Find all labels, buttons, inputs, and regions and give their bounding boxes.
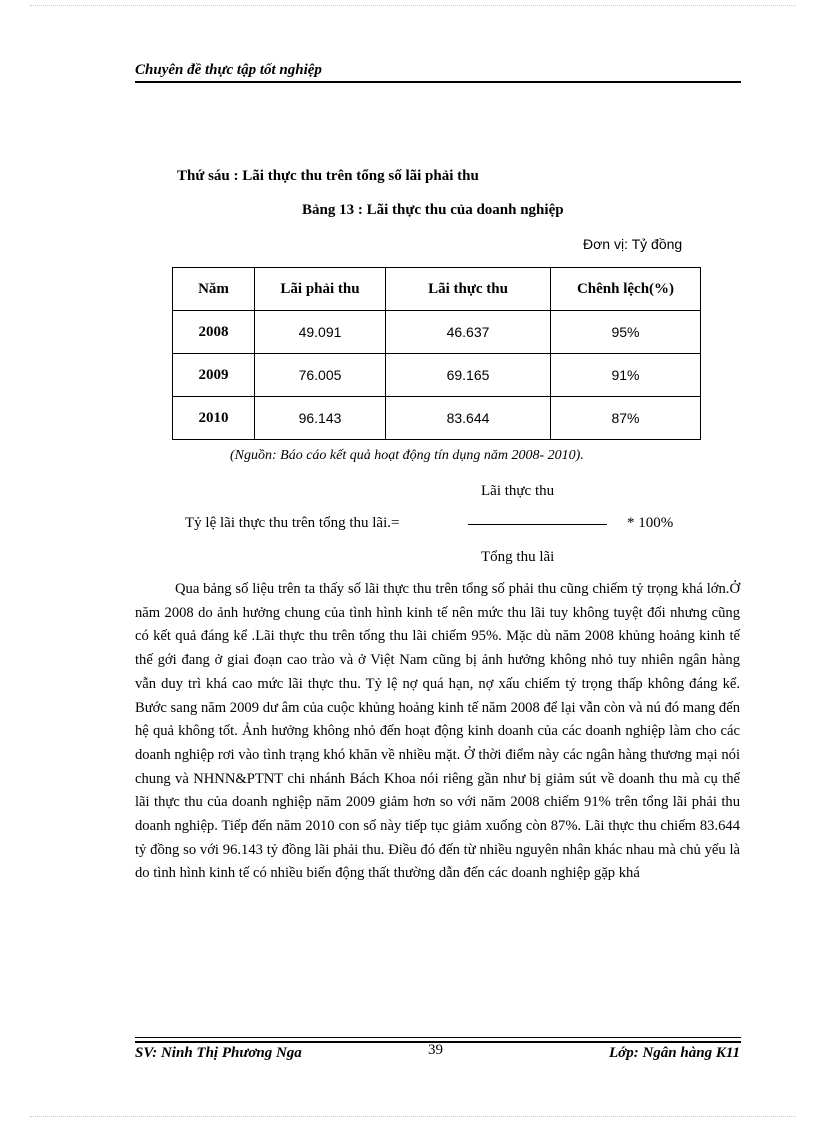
page-number: 39 [428, 1042, 443, 1058]
col-header-collected: Lãi thực thu [386, 268, 551, 311]
cell-collected: 46.637 [386, 311, 551, 354]
cell-collected: 69.165 [386, 354, 551, 397]
table-row [173, 311, 701, 354]
table-caption: Bảng 13 : Lãi thực thu của doanh nghiệp [302, 202, 564, 218]
body-paragraph: Qua bảng số liệu trên ta thấy số lãi thực thu trên tổng số phải thu cũng chiếm tỷ trọng khá lớn.Ở năm 2008 do ảnh hưởng chung của tình hình kinh tế nên mức thu lãi tuy không tuyệt đối nhưng cũng có kết quả đáng kể .Lãi thực thu trên tổng thu lãi chiếm 95%. Mặc dù năm 2008 khủng hoảng kinh tế thế gới đang ở giai đoạn cao trào và ở Việt Nam cũng bị ảnh hưởng không nhỏ tuy nhiên ngân hàng vẫn duy trì khá cao mức lãi thực thu. Tỷ lệ nợ quá hạn, nợ xấu chiếm tỷ trọng thấp không đáng kể. Bước sang năm 2009 dư âm của cuộc khủng hoảng kinh tế năm 2008 để lại vẫn còn và nú đó mang đến hệ quả không tốt. Ảnh hưởng không nhỏ đến hoạt động kinh doanh của các doanh nghiệp làm cho các doanh nghiệp rơi vào tình trạng khó khăn về nhiều mặt. Ở thời điểm này các ngân hàng thương mại nói chung và NHNN&PTNT chi nhánh Bách Khoa nói riêng gần như bị giảm sút về doanh thu mà cụ thể lãi thực thu của doanh nghiệp năm 2009 giảm hơn so với năm 2008 chiếm 91% trên tổng lãi phải thu doanh nghiệp. Tiếp đến năm 2010 con số này tiếp tục giảm xuống còn 87%. Lãi thực thu chiếm 83.644 tỷ đồng so với 96.143 tỷ đồng lãi phải thu. Điều đó đến từ nhiều nguyên nhân khác nhau mà chủ yếu là do tình hình kinh tế có nhiều biến động thất thường dẫn đến các doanh nghiệp gặp khá [135, 581, 740, 882]
formula-denominator: Tổng thu lãi [481, 549, 555, 565]
table-header-row [173, 268, 701, 311]
cell-difference: 87% [551, 397, 701, 440]
footer-class-name: Lớp: Ngân hàng K11 [609, 1045, 740, 1061]
col-header-year: Năm [173, 268, 255, 311]
unit-label: Đơn vị: Tỷ đồng [583, 236, 683, 252]
cell-year: 2008 [173, 311, 255, 354]
cell-receivable: 96.143 [255, 397, 386, 440]
formula-numerator: Lãi thực thu [481, 483, 555, 499]
cell-difference: 91% [551, 354, 701, 397]
interest-table [172, 267, 701, 440]
formula-fraction-line [468, 524, 607, 525]
page-bottom-border [30, 1116, 796, 1117]
page-top-border [30, 5, 796, 6]
header-rule [135, 81, 741, 83]
cell-difference: 95% [551, 311, 701, 354]
footer-rule-thin [135, 1037, 741, 1038]
col-header-difference: Chênh lệch(%) [551, 268, 701, 311]
header-title: Chuyên đề thực tập tốt nghiệp [135, 62, 322, 78]
col-header-receivable: Lãi phải thu [255, 268, 386, 311]
footer-student-name: SV: Ninh Thị Phương Nga [135, 1045, 302, 1061]
cell-year: 2010 [173, 397, 255, 440]
cell-receivable: 49.091 [255, 311, 386, 354]
table-row [173, 354, 701, 397]
table-row [173, 397, 701, 440]
table-source: (Nguồn: Báo cáo kết quả hoạt động tín dụng năm 2008- 2010). [230, 448, 584, 463]
formula-label: Tỷ lệ lãi thực thu trên tổng thu lãi.= [185, 515, 400, 531]
formula-multiplier: * 100% [627, 515, 674, 531]
cell-year: 2009 [173, 354, 255, 397]
cell-receivable: 76.005 [255, 354, 386, 397]
cell-collected: 83.644 [386, 397, 551, 440]
page-header [135, 62, 741, 79]
section-title: Thứ sáu : Lãi thực thu trên tổng số lãi phải thu [177, 168, 479, 184]
